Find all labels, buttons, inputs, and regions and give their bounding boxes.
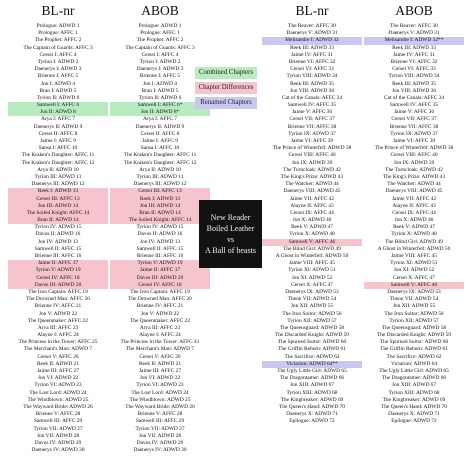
chapter-entry: Jon XII: ADWD 55 <box>290 303 334 310</box>
chapter-entry: Cersei II: AFFC 8 <box>38 130 78 137</box>
chapter-entry: Bran I: ADWD 5 <box>39 87 77 94</box>
chapter-entry: Daenerys III: ADWD 12 <box>133 181 187 188</box>
chapter-entry: Jaime IV: AFFC 31 <box>393 51 435 58</box>
chapter-entry: Daenerys V: ADWD 31 <box>388 30 440 37</box>
chapter-entry: The Iron Suitor: ADWD 56 <box>384 310 444 317</box>
chapter-entry: Reek III: ADWD 33 <box>392 44 436 51</box>
chapter-entry: Jon I: ADWD 4 <box>41 80 75 87</box>
chapter-entry: Tyrion I: ADWD 2 <box>139 58 181 65</box>
chapter-entry: Davos II: ADWD 16 <box>137 231 183 238</box>
chapter-entry: Reek V: ADWD 47 <box>393 224 435 231</box>
chapter-entry: Brienne IV: AFFC 21 <box>34 303 82 310</box>
chapter-entry: Cersei VI: AFFC 33 <box>290 66 334 73</box>
chapter-entry: Jaime IV: AFFC 31 <box>291 51 333 58</box>
chapter-entry: Brienne VII: AFFC 38 <box>389 123 439 130</box>
chapter-entry: Tyrion VII: ADWD 27 <box>33 425 83 432</box>
chapter-entry: The Prince of Winterfell: ADWD 38 <box>374 145 454 152</box>
chapter-entry: Tyrion II: ADWD 6 <box>36 94 80 101</box>
chapter-entry: Tyrion VIII: ADWD 34 <box>388 73 440 80</box>
chapter-entry: Samwell V: AFFC 46 <box>262 239 362 246</box>
chapter-entry: Bran II: ADWD 14 <box>110 210 210 217</box>
chapter-entry: Reek II: ADWD 21 <box>36 360 80 367</box>
chapter-entry: Tyrion XIII: ADWD 68 <box>286 389 338 396</box>
title-line-1: New Reader <box>210 213 251 222</box>
chapter-entry: The Captain of Guards: AFFC 3 <box>23 44 93 51</box>
chapter-entry: The Queenmaker: AFFC 22 <box>129 317 191 324</box>
chapter-entry: Tyrion V: ADWD 19 <box>110 260 210 267</box>
chapter-entry: Tyrion X: ADWD 48 <box>391 231 437 238</box>
chapter-entry: Jaime VIII: AFFC 45 <box>391 253 437 259</box>
chapter-entry: Prologue: AFFC 1 <box>38 30 78 37</box>
chapter-entry: The Kraken's Daughter: AFFC 12 <box>123 159 197 166</box>
chapter-entry: Tyrion III: ADWD 11 <box>34 173 82 180</box>
chapter-entry: Cersei IX: AFFC 44 <box>392 209 436 216</box>
chapter-entry: Reek III: ADWD 35 <box>290 80 334 87</box>
chapter-entry: Tyrion XII: ADWD 57 <box>287 317 337 324</box>
chapter-entry: Prologue: AFFC 1 <box>140 30 180 37</box>
chapter-entry: Alayne I: AFFC 24 <box>139 332 181 339</box>
chapter-entry: The Captain of Guards: AFFC 3 <box>125 44 195 51</box>
chapter-entry: Brienne VII: AFFC 38 <box>287 123 337 130</box>
legend-renamed-chapters: Renamed Chapters <box>195 97 257 109</box>
chapter-entry: A Ghost in Winterfell: ADWD 50 <box>377 245 451 252</box>
chapter-entry: Jon VIII: ADWD 36 <box>289 87 335 94</box>
chapter-entry: Tyrion III: ADWD 11 <box>136 173 184 180</box>
title-line-2: Boiled Leather <box>206 224 255 233</box>
chapter-entry: Arya I: AFFC 7 <box>41 116 75 123</box>
chapter-entry: Samwell IV: AFFC 35 <box>287 102 337 109</box>
chapter-entry: Samwell II: AFFC 15 <box>34 245 82 252</box>
chapter-entry: The Reaver: AFFC 30 <box>390 23 438 29</box>
chapter-entry: Jon I: ADWD 4 <box>143 80 177 87</box>
chapter-entry: Reek V: ADWD 47 <box>291 224 333 231</box>
chapter-entry: Daenerys II: ADWD 9 <box>33 123 83 130</box>
chapter-entry: Theon VII: ADWD 54 <box>287 296 337 303</box>
chapter-entry: Jon VI: ADWD 22 <box>37 375 79 382</box>
chapter-entry: The Iron Captain: AFFC 19 <box>28 288 88 295</box>
chapter-entry: Cersei V: AFFC 26 <box>139 353 181 360</box>
chapter-entry: Jon VIII: ADWD 36 <box>391 87 437 94</box>
chapter-list-abob-right <box>364 23 464 426</box>
chapter-entry: Jon X: ADWD 46 <box>292 217 332 224</box>
chapter-entry: The Turncloak: ADWD 42 <box>283 166 341 173</box>
chapter-entry: Daenerys IX: ADWD 53 <box>285 288 339 295</box>
chapter-entry: Tyrion IV: ADWD 15 <box>34 224 82 231</box>
chapter-entry: The Wayward Bride: ADWD 26 <box>23 403 93 410</box>
title-line-3: vs <box>226 235 235 244</box>
chapter-entry: Jaime V: AFFC 36 <box>291 109 333 116</box>
chapter-entry: Brienne V: AFFC 28 <box>35 411 81 418</box>
chapter-entry: Cersei VII: AFFC 37 <box>391 116 437 123</box>
chapter-entry: Reek III: ADWD 33 <box>290 44 334 51</box>
chapter-list-bl-nr-right <box>262 23 362 426</box>
chapter-entry: Arya III: AFFC 23 <box>139 324 181 331</box>
chapter-entry: The Kraken's Daughter: AFFC 11 <box>21 152 95 159</box>
header-bl-nr-right: BL-nr <box>295 3 329 18</box>
chapter-entry: Jaime VI: AFFC 39 <box>392 138 436 144</box>
chapter-entry: Jon IV: ADWD 13 <box>139 238 181 245</box>
chapter-entry: Jon VI: ADWD 22 <box>139 375 181 382</box>
chapter-entry: The Ugly Little Girl: ADWD 65 <box>277 368 347 374</box>
chapter-entry: Jaime I: AFFC 9 <box>40 138 76 144</box>
chapter-entry: Daenerys X: ADWD 71 <box>286 411 338 418</box>
chapter-entry: The Queen's Hand: ADWD 70 <box>381 403 447 410</box>
chapter-entry: Sansa I: AFFC 10 <box>140 145 180 152</box>
chapter-entry: Melisandre I: ADWD 32 <box>262 37 362 44</box>
legend-combined-chapters: Combined Chapters <box>195 67 257 79</box>
chapter-entry: Jaime VII: AFFC 42 <box>391 195 437 202</box>
chapter-entry: Reek III: ADWD 35 <box>392 80 436 87</box>
chapter-entry: Bran I: ADWD 5 <box>141 87 179 94</box>
chapter-entry: Samwell I: AFFC 6* <box>110 102 210 109</box>
chapter-entry: Tyrion VI: ADWD 23 <box>34 382 82 389</box>
chapter-entry: The Blind Girl: ADWD 49 <box>385 238 443 245</box>
chapter-entry: Alayne I: AFFC 24 <box>37 332 79 339</box>
chapter-entry: Daenerys VIII: ADWD 45 <box>283 188 341 195</box>
chapter-entry: Cersei VIII: AFFC 40 <box>288 152 336 159</box>
chapter-entry: Jaime VII: AFFC 42 <box>289 195 335 202</box>
chapter-entry: The Drowned Man: AFFC 20 <box>26 296 90 303</box>
chapter-entry: Victarion: ADWD 64 <box>390 360 438 367</box>
chapter-entry: Tyrion VII: ADWD 27 <box>135 425 185 432</box>
chapter-entry: Jon XII: ADWD 55 <box>392 303 436 310</box>
chapter-entry: Davos IV: ADWD 29 <box>136 439 184 446</box>
chapter-entry: The Watcher: ADWD 44 <box>387 181 441 188</box>
chapter-entry: The Queen's Hand: ADWD 70 <box>279 403 345 410</box>
chapter-entry: Jaime V: AFFC 36 <box>393 109 435 116</box>
chapter-entry: Epilogue: ADWD 72 <box>391 418 437 425</box>
chapter-entry: Jon XIII: ADWD 67 <box>289 382 335 389</box>
chapter-entry: Davos III: ADWD 20 <box>8 282 108 289</box>
chapter-entry: Sansa I: AFFC 10 <box>38 145 78 152</box>
chapter-entry: Brienne III: AFFC 16 <box>136 253 184 259</box>
chapter-entry: Cersei VII: AFFC 37 <box>289 116 335 123</box>
chapter-entry: Reek I: ADWD 13 <box>8 188 108 195</box>
chapter-entry: The Blind Girl: ADWD 49 <box>283 245 341 252</box>
chapter-entry: Arya II: ADWD 10 <box>37 166 79 173</box>
chapter-entry: The Kraken's Daughter: AFFC 11 <box>123 152 197 159</box>
chapter-entry: The Windblown: ADWD 25 <box>27 396 89 403</box>
chapter-entry: Reek II: ADWD 21 <box>138 360 182 367</box>
chapter-entry: The Watcher: ADWD 44 <box>285 181 339 188</box>
chapter-entry: Jaime I: AFFC 9 <box>142 138 178 144</box>
chapter-entry: Prologue: ADWD 1 <box>36 23 80 29</box>
chapter-entry: The Queensguard: ADWD 58 <box>279 324 345 331</box>
chapter-entry: The Lost Lord: ADWD 24 <box>29 389 87 396</box>
chapter-entry: The King's Prize: ADWD 43 <box>280 173 344 180</box>
chapter-entry: The Queensguard: ADWD 58 <box>381 324 447 331</box>
header-bl-nr-left: BL-nr <box>41 3 75 18</box>
chapter-entry: The Kraken's Daughter: AFFC 12 <box>21 159 95 166</box>
chapter-entry: Tyrion IV: ADWD 15 <box>136 224 184 231</box>
chapter-entry: Brienne VI: AFFC 32 <box>288 58 336 65</box>
chapter-entry: The Soiled Knight: AFFC 14 <box>110 217 210 224</box>
chapter-entry: Daenerys IX: ADWD 53 <box>387 288 441 295</box>
chapter-entry: Tyrion X: ADWD 48 <box>289 231 335 238</box>
chapter-entry: Daenerys IV: ADWD 30 <box>31 447 85 454</box>
chapter-entry: Tyrion IX: ADWD 37 <box>390 130 438 137</box>
chapter-entry: Cersei VI: AFFC 33 <box>392 66 436 73</box>
chapter-entry: The Discarded Knight: ADWD 59 <box>275 332 349 339</box>
header-abob-right: ABOB <box>395 3 433 18</box>
chapter-entry: The Sacrifice: ADWD 62 <box>284 353 340 360</box>
chapter-entry: Jon III: ADWD 14 <box>8 203 108 210</box>
chapter-entry: Samwell V: AFFC 46 <box>364 282 464 289</box>
chapter-entry: Davos IV: ADWD 29 <box>34 439 82 446</box>
chapter-entry: The Prophet: AFFC 2 <box>136 37 184 44</box>
chapter-entry: Samwell III: AFFC 29 <box>135 418 185 425</box>
chapter-entry: Arya III: AFFC 23 <box>37 324 79 331</box>
title-line-4: A Ball of beasts <box>205 246 256 255</box>
chapter-entry: Arya I: AFFC 7 <box>143 116 177 123</box>
chapter-entry: Tyrion VIII: ADWD 34 <box>286 73 338 80</box>
chapter-entry: Daenerys V: ADWD 31 <box>286 30 338 37</box>
chapter-entry: The Iron Captain: AFFC 19 <box>130 288 190 295</box>
chapter-entry: The Dragontamer: ADWD 66 <box>381 375 447 382</box>
chapter-entry: Cersei IV: AFFC 18 <box>110 282 210 289</box>
chapter-entry: The Sacrifice: ADWD 62 <box>386 353 442 360</box>
chapter-entry: Cersei X: AFFC 47 <box>291 281 333 288</box>
chapter-list-bl-nr-left <box>8 23 108 454</box>
chapter-entry: The Spurned Suitor: ADWD 60 <box>277 339 347 346</box>
chapter-entry: Cersei III: AFFC 13 <box>110 188 210 195</box>
chapter-entry: Jon III: ADWD 14 <box>110 203 210 210</box>
chapter-entry: Cersei I: AFFC 4 <box>141 51 179 58</box>
chapter-entry: Cersei IX: AFFC 44 <box>290 209 334 216</box>
header-abob-left: ABOB <box>141 3 179 18</box>
chapter-entry: Brienne IV: AFFC 21 <box>136 303 184 310</box>
chapter-entry: Brienne I: AFFC 5 <box>37 73 79 80</box>
chapter-entry: Davos II: ADWD 16 <box>35 231 81 238</box>
chapter-entry: Daenerys I: ADWD 3 <box>34 66 82 73</box>
chapter-entry: Theon VII: ADWD 54 <box>389 296 439 303</box>
chapter-entry: Samwell III: AFFC 29 <box>33 418 83 425</box>
chapter-entry: Alayne II: AFFC 43 <box>392 202 436 209</box>
chapter-entry: The Dragontamer: ADWD 66 <box>279 375 345 382</box>
chapter-entry: Bran II: ADWD 14 <box>8 217 108 224</box>
chapter-entry: Jon XIII: ADWD 67 <box>391 382 437 389</box>
chapter-entry: The Soiled Knight: AFFC 14 <box>8 210 108 217</box>
chapter-entry: Jon X: ADWD 46 <box>394 217 434 224</box>
chapter-entry: Cersei V: AFFC 26 <box>37 353 79 360</box>
chapter-entry: Jaime III: AFFC 27 <box>36 368 80 374</box>
chapter-entry: Jon II: ADWD 8* <box>110 109 210 116</box>
chapter-entry: The Prince of Winterfell: ADWD 38 <box>272 145 352 152</box>
chapter-entry: Tyrion XIII: ADWD 68 <box>388 389 440 396</box>
chapter-entry: Cersei VIII: AFFC 40 <box>390 152 438 159</box>
chapter-entry: Tyrion XI: ADWD 51 <box>288 267 336 274</box>
chapter-entry: Brienne V: AFFC 28 <box>137 411 183 418</box>
chapter-entry: Cersei X: AFFC 47 <box>393 274 435 281</box>
chapter-entry: Cersei II: AFFC 8 <box>140 130 180 137</box>
chapter-entry: Samwell IV: AFFC 35 <box>389 102 439 109</box>
chapter-entry: The Princess in the Tower: AFFC 41 <box>120 339 200 346</box>
chapter-entry: Daenerys I: ADWD 3 <box>136 66 184 73</box>
chapter-entry: Jaime VI: AFFC 39 <box>290 138 334 144</box>
chapter-entry: Tyrion VI: ADWD 23 <box>136 382 184 389</box>
title-box <box>199 200 262 268</box>
chapter-entry: Reek I: ADWD 13 <box>110 196 210 203</box>
chapter-entry: Daenerys III: ADWD 12 <box>31 181 85 188</box>
chapter-entry: Cat of the Canals: AFFC 34 <box>383 94 445 101</box>
chapter-entry: The Merchant's Man: ADWD 7 <box>125 346 195 353</box>
chapter-entry: The Reaver: AFFC 30 <box>288 23 336 29</box>
chapter-entry: The Griffin Reborn: ADWD 61 <box>380 346 448 353</box>
chapter-entry: Davos III: ADWD 20 <box>110 275 210 282</box>
chapter-entry: Daenerys IV: ADWD 30 <box>133 447 187 454</box>
chapter-entry: Prologue: ADWD 1 <box>138 23 182 29</box>
chapter-entry: The Prophet: AFFC 2 <box>34 37 82 44</box>
chapter-entry: The Spurned Suitor: ADWD 60 <box>379 339 449 346</box>
chapter-entry: Tyrion XI: ADWD 51 <box>390 260 438 267</box>
chapter-entry: The Merchant's Man: ADWD 7 <box>23 346 93 353</box>
chapter-entry: Cersei IV: AFFC 18 <box>8 275 108 282</box>
chapter-entry: The Kingbreaker: ADWD 69 <box>280 396 344 403</box>
chapter-entry: Daenerys VIII: ADWD 45 <box>385 188 443 195</box>
chapter-entry: The Lost Lord: ADWD 24 <box>131 389 189 396</box>
chapter-entry: Brienne I: AFFC 5 <box>139 73 181 80</box>
chapter-entry: Daenerys II: ADWD 9 <box>135 123 185 130</box>
chapter-entry: Jon II: ADWD 8 <box>8 109 108 116</box>
chapter-entry: A Ghost in Winterfell: ADWD 50 <box>275 253 349 259</box>
chapter-entry: Cat of the Canals: AFFC 34 <box>281 94 343 101</box>
chapter-entry: Tyrion II: ADWD 6 <box>138 94 182 101</box>
chapter-entry: Jon VII: ADWD 28 <box>36 432 80 439</box>
chapter-entry: Tyrion I: ADWD 2 <box>37 58 79 65</box>
chapter-entry: Alayne II: AFFC 43 <box>290 202 334 209</box>
chapter-entry: The Princess in the Tower: AFFC 25 <box>18 339 98 346</box>
chapter-entry: Tyrion IX: ADWD 37 <box>288 130 336 137</box>
chapter-entry: Jaime II: AFFC 17 <box>110 267 210 274</box>
chapter-entry: The Griffin Reborn: ADWD 61 <box>278 346 346 353</box>
legend-chapter-differences: Chapter Differences <box>195 82 257 94</box>
chapter-entry: The Drowned Man: AFFC 20 <box>128 296 192 303</box>
chapter-entry: Victarion: ADWD 64** <box>262 361 362 368</box>
chapter-entry: Arya II: ADWD 10 <box>139 166 181 173</box>
chapter-entry: Melisandre I: ADWD 32** <box>364 37 464 44</box>
chapter-entry: Jon XI: ADWD 52 <box>393 267 435 274</box>
chapter-entry: Jon V: ADWD 22 <box>38 310 78 317</box>
chapter-entry: Jaime VIII: AFFC 45 <box>289 260 335 267</box>
chapter-entry: Brienne VI: AFFC 32 <box>390 58 438 65</box>
chapter-entry: The Wayward Bride: ADWD 26 <box>125 403 195 410</box>
chapter-entry: Samwell II: AFFC 15 <box>136 245 184 252</box>
chapter-entry: The Windblown: ADWD 25 <box>129 396 191 403</box>
chapter-entry: Samwell I: AFFC 6 <box>8 102 108 109</box>
chapter-entry: The Ugly Little Girl: ADWD 65 <box>379 368 449 374</box>
chapter-entry: Brienne III: AFFC 16 <box>34 253 82 259</box>
chapter-entry: Jon IV: ADWD 13 <box>37 238 79 245</box>
chapter-entry: Cersei III: AFFC 13 <box>8 196 108 203</box>
chapter-entry: Tyrion V: ADWD 19 <box>8 267 108 274</box>
chapter-entry: Jon XI: ADWD 52 <box>291 274 333 281</box>
chapter-entry: Cersei I: AFFC 4 <box>39 51 77 58</box>
chapter-entry: The Iron Suitor: ADWD 56 <box>282 310 342 317</box>
chapter-entry: Jon V: ADWD 22 <box>140 310 180 317</box>
chapter-entry: Jaime II: AFFC 17 <box>8 260 108 267</box>
chapter-entry: Jon IX: ADWD 39 <box>393 159 435 166</box>
chapter-entry: The Queenmaker: AFFC 22 <box>27 317 89 324</box>
chapter-entry: Daenerys X: ADWD 71 <box>388 411 440 418</box>
chapter-entry: The Kingbreaker: ADWD 69 <box>382 396 446 403</box>
chapter-entry: Tyrion XII: ADWD 57 <box>389 317 439 324</box>
chapter-entry: The King's Prize: ADWD 43 <box>382 173 446 180</box>
chapter-entry: Jaime III: AFFC 27 <box>138 368 182 374</box>
chapter-entry: Epilogue: ADWD 72 <box>289 418 335 425</box>
chapter-entry: The Turncloak: ADWD 42 <box>385 166 443 173</box>
chapter-entry: The Discarded Knight: ADWD 59 <box>377 332 451 339</box>
chapter-entry: Jon VII: ADWD 28 <box>138 432 182 439</box>
chapter-entry: Jon IX: ADWD 39 <box>291 159 333 166</box>
